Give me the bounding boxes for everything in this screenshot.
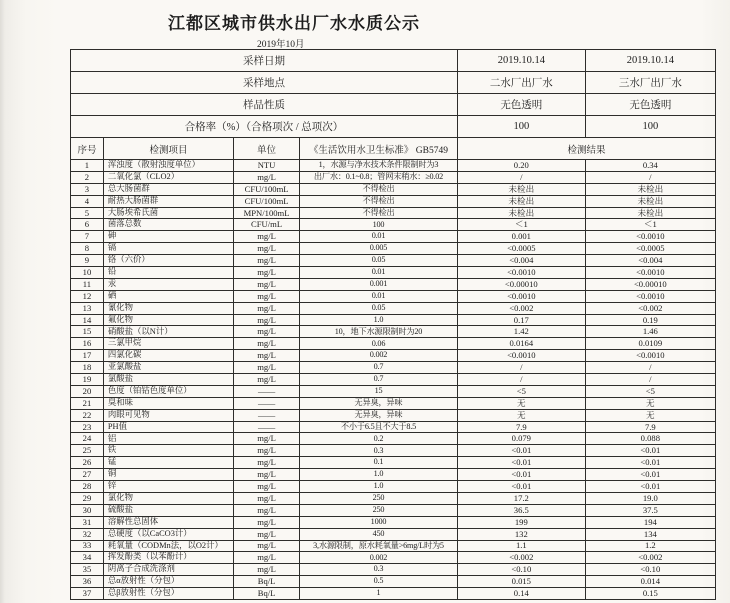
table-row	[71, 231, 716, 243]
row-item: 铁	[103, 445, 233, 457]
row-item: 二氧化氯（CLO2）	[103, 171, 233, 183]
table-row	[71, 195, 716, 207]
row-item: 总硬度（以CaCO3计）	[103, 528, 233, 540]
row-standard-limit: 1.0	[299, 314, 457, 326]
row-unit: NTU	[234, 160, 300, 172]
row-result-plant3: 37.5	[585, 504, 715, 516]
table-row	[71, 207, 716, 219]
sampling-location-label: 采样地点	[71, 72, 458, 94]
row-seq: 29	[71, 492, 104, 504]
row-result-plant3: 0.088	[585, 433, 715, 445]
row-result-plant2: 36.5	[457, 504, 585, 516]
row-unit: mg/L	[234, 326, 300, 338]
row-unit: mg/L	[234, 290, 300, 302]
row-unit: mg/L	[234, 516, 300, 528]
row-standard-limit: 无异臭，异味	[299, 409, 457, 421]
row-seq: 16	[71, 338, 104, 350]
row-standard-limit: 0.7	[299, 374, 457, 386]
row-unit: CFU/mL	[234, 219, 300, 231]
table-row	[71, 314, 716, 326]
row-result-plant2: 0.079	[457, 433, 585, 445]
row-seq: 30	[71, 504, 104, 516]
row-seq: 7	[71, 231, 104, 243]
sampling-date-plant2: 2019.10.14	[457, 50, 585, 72]
row-unit: mg/L	[234, 492, 300, 504]
row-seq: 23	[71, 421, 104, 433]
row-result-plant3: <0.01	[585, 457, 715, 469]
sample-property-plant3: 无色透明	[585, 94, 715, 116]
row-unit: Bq/L	[234, 576, 300, 588]
row-seq: 28	[71, 481, 104, 493]
row-result-plant3: <0.01	[585, 481, 715, 493]
table-row	[71, 528, 716, 540]
row-unit: mg/L	[234, 528, 300, 540]
row-item: 汞	[103, 278, 233, 290]
row-result-plant3: <0.004	[585, 255, 715, 267]
row-standard-limit: 250	[299, 504, 457, 516]
row-seq: 18	[71, 362, 104, 374]
water-quality-table	[70, 49, 716, 600]
row-result-plant2: <0.01	[457, 469, 585, 481]
pass-rate-row	[71, 116, 716, 138]
row-seq: 6	[71, 219, 104, 231]
row-seq: 24	[71, 433, 104, 445]
col-header-seq: 序号	[71, 138, 104, 160]
row-unit: mg/L	[234, 564, 300, 576]
row-result-plant3: <0.0005	[585, 243, 715, 255]
row-standard-limit: 无异臭，异味	[299, 397, 457, 409]
row-standard-limit: 0.01	[299, 231, 457, 243]
row-standard-limit: 不小于6.5且不大于8.5	[299, 421, 457, 433]
row-standard-limit: 1000	[299, 516, 457, 528]
row-seq: 22	[71, 409, 104, 421]
row-standard-limit: 0.002	[299, 350, 457, 362]
row-unit: MPN/100mL	[234, 207, 300, 219]
row-seq: 34	[71, 552, 104, 564]
row-item: 亚氯酸盐	[103, 362, 233, 374]
row-item: 臭和味	[103, 397, 233, 409]
table-row	[71, 243, 716, 255]
row-result-plant2: 199	[457, 516, 585, 528]
row-item: 铅	[103, 267, 233, 279]
row-standard-limit: 0.001	[299, 278, 457, 290]
row-result-plant2: 7.9	[457, 421, 585, 433]
row-result-plant2: <0.01	[457, 481, 585, 493]
row-item: 肉眼可见物	[103, 409, 233, 421]
row-unit: CFU/100mL	[234, 183, 300, 195]
row-unit: mg/L	[234, 552, 300, 564]
row-unit: ——	[234, 421, 300, 433]
row-result-plant2: 无	[457, 397, 585, 409]
row-item: 硒	[103, 290, 233, 302]
row-standard-limit: 0.05	[299, 255, 457, 267]
row-seq: 21	[71, 397, 104, 409]
row-result-plant3: 未检出	[585, 195, 715, 207]
row-standard-limit: 0.01	[299, 290, 457, 302]
sampling-location-plant3: 三水厂出厂水	[585, 72, 715, 94]
row-unit: ——	[234, 409, 300, 421]
table-row	[71, 183, 716, 195]
row-result-plant3: 0.34	[585, 160, 715, 172]
row-unit: mg/L	[234, 350, 300, 362]
row-result-plant2: <0.004	[457, 255, 585, 267]
row-standard-limit: 0.06	[299, 338, 457, 350]
table-head-section	[71, 50, 716, 160]
column-header-row	[71, 138, 716, 160]
row-item: 氰化物	[103, 302, 233, 314]
sampling-date-label: 采样日期	[71, 50, 458, 72]
table-row	[71, 362, 716, 374]
sampling-date-plant3: 2019.10.14	[585, 50, 715, 72]
row-item: 挥发酚类（以苯酚计）	[103, 552, 233, 564]
row-standard-limit: 0.2	[299, 433, 457, 445]
row-result-plant2: /	[457, 374, 585, 386]
sample-property-plant2: 无色透明	[457, 94, 585, 116]
row-standard-limit: 10，地下水源限制时为20	[299, 326, 457, 338]
row-result-plant3: <0.002	[585, 552, 715, 564]
row-seq: 2	[71, 171, 104, 183]
row-seq: 32	[71, 528, 104, 540]
row-result-plant2: <0.002	[457, 302, 585, 314]
row-item: 氯化物	[103, 492, 233, 504]
row-result-plant2: 0.17	[457, 314, 585, 326]
row-result-plant2: <0.00010	[457, 278, 585, 290]
row-item: 色度（铂钴色度单位）	[103, 385, 233, 397]
row-result-plant2: <0.0005	[457, 243, 585, 255]
table-row	[71, 350, 716, 362]
row-standard-limit: 0.01	[299, 267, 457, 279]
row-standard-limit: 1.0	[299, 481, 457, 493]
row-unit: mg/L	[234, 445, 300, 457]
row-seq: 12	[71, 290, 104, 302]
row-result-plant3: 1.2	[585, 540, 715, 552]
row-item: 耗氧量（CODMn法，以O2计）	[103, 540, 233, 552]
row-item: 四氯化碳	[103, 350, 233, 362]
row-seq: 35	[71, 564, 104, 576]
row-item: 镉	[103, 243, 233, 255]
table-row	[71, 290, 716, 302]
col-header-standard: 《生活饮用水卫生标准》 GB5749	[299, 138, 457, 160]
row-unit: Bq/L	[234, 588, 300, 600]
table-row	[71, 433, 716, 445]
row-result-plant2: <0.0010	[457, 290, 585, 302]
row-seq: 31	[71, 516, 104, 528]
row-standard-limit: 250	[299, 492, 457, 504]
pass-rate-plant2: 100	[457, 116, 585, 138]
row-result-plant2: 0.0164	[457, 338, 585, 350]
table-row	[71, 326, 716, 338]
row-item: 硝酸盐（以N计）	[103, 326, 233, 338]
row-standard-limit: 0.5	[299, 576, 457, 588]
table-body	[71, 160, 716, 600]
row-result-plant3: <0.002	[585, 302, 715, 314]
row-item: 溶解性总固体	[103, 516, 233, 528]
row-seq: 1	[71, 160, 104, 172]
row-standard-limit: 3,水源限制，原水耗氧量>6mg/L时为5	[299, 540, 457, 552]
table-row	[71, 576, 716, 588]
row-item: 砷	[103, 231, 233, 243]
table-row	[71, 160, 716, 172]
row-seq: 4	[71, 195, 104, 207]
row-result-plant3: <0.00010	[585, 278, 715, 290]
row-result-plant2: <0.10	[457, 564, 585, 576]
table-row	[71, 516, 716, 528]
row-standard-limit: 1，水源与净水技术条件限制时为3	[299, 160, 457, 172]
row-standard-limit: 出厂水：0.1~0.8；管网末稍水：≥0.02	[299, 171, 457, 183]
row-result-plant2: 1.42	[457, 326, 585, 338]
row-result-plant2: 未检出	[457, 207, 585, 219]
row-result-plant3: ＜1	[585, 219, 715, 231]
row-result-plant3: 0.014	[585, 576, 715, 588]
row-result-plant3: 0.0109	[585, 338, 715, 350]
row-standard-limit: 0.3	[299, 445, 457, 457]
pass-rate-label: 合格率（%）（合格项次 / 总项次）	[71, 116, 458, 138]
row-seq: 19	[71, 374, 104, 386]
page-title: 江都区城市供水出厂水水质公示	[168, 14, 420, 33]
row-seq: 36	[71, 576, 104, 588]
row-result-plant2: <0.0010	[457, 350, 585, 362]
row-unit: mg/L	[234, 231, 300, 243]
table-row	[71, 492, 716, 504]
row-item: 铝	[103, 433, 233, 445]
row-result-plant3: 194	[585, 516, 715, 528]
row-seq: 10	[71, 267, 104, 279]
row-result-plant2: 无	[457, 409, 585, 421]
row-item: 铜	[103, 469, 233, 481]
row-result-plant2: <0.01	[457, 445, 585, 457]
table-row	[71, 540, 716, 552]
col-header-item: 检测项目	[103, 138, 233, 160]
row-result-plant2: 1.1	[457, 540, 585, 552]
row-seq: 14	[71, 314, 104, 326]
row-result-plant3: 134	[585, 528, 715, 540]
table-row	[71, 457, 716, 469]
row-standard-limit: 1.0	[299, 469, 457, 481]
row-unit: mg/L	[234, 302, 300, 314]
row-unit: mg/L	[234, 540, 300, 552]
row-unit: mg/L	[234, 338, 300, 350]
row-result-plant2: ＜1	[457, 219, 585, 231]
row-seq: 9	[71, 255, 104, 267]
row-unit: mg/L	[234, 469, 300, 481]
table-row	[71, 421, 716, 433]
row-result-plant3: <0.0010	[585, 231, 715, 243]
row-standard-limit: 不得检出	[299, 207, 457, 219]
row-result-plant2: 0.015	[457, 576, 585, 588]
row-result-plant3: 无	[585, 397, 715, 409]
table-row	[71, 397, 716, 409]
row-item: 总α放射性（分包）	[103, 576, 233, 588]
row-item: 硫酸盐	[103, 504, 233, 516]
row-item: 铬（六价）	[103, 255, 233, 267]
table-row	[71, 267, 716, 279]
row-result-plant3: <0.01	[585, 469, 715, 481]
row-item: 大肠埃希氏菌	[103, 207, 233, 219]
row-item: 锌	[103, 481, 233, 493]
table-row	[71, 278, 716, 290]
row-seq: 26	[71, 457, 104, 469]
row-result-plant3: 未检出	[585, 183, 715, 195]
row-standard-limit: 15	[299, 385, 457, 397]
sampling-location-row	[71, 72, 716, 94]
row-unit: mg/L	[234, 267, 300, 279]
row-result-plant2: 未检出	[457, 195, 585, 207]
row-result-plant2: 0.14	[457, 588, 585, 600]
row-result-plant2: <0.01	[457, 457, 585, 469]
row-item: 菌落总数	[103, 219, 233, 231]
row-result-plant3: 0.15	[585, 588, 715, 600]
table-row	[71, 481, 716, 493]
row-result-plant3: 7.9	[585, 421, 715, 433]
row-result-plant3: <0.01	[585, 445, 715, 457]
row-unit: mg/L	[234, 362, 300, 374]
row-item: 浑浊度（散射浊度单位）	[103, 160, 233, 172]
row-result-plant2: <5	[457, 385, 585, 397]
row-result-plant2: <0.002	[457, 552, 585, 564]
report-month: 2019年10月	[257, 40, 305, 50]
row-result-plant2: /	[457, 171, 585, 183]
row-seq: 27	[71, 469, 104, 481]
table-row	[71, 255, 716, 267]
col-header-unit: 单位	[234, 138, 300, 160]
row-item: 氟化物	[103, 314, 233, 326]
row-standard-limit: 0.1	[299, 457, 457, 469]
row-seq: 17	[71, 350, 104, 362]
row-result-plant3: <0.10	[585, 564, 715, 576]
row-result-plant3: 1.46	[585, 326, 715, 338]
row-result-plant3: <0.0010	[585, 267, 715, 279]
row-result-plant2: 17.2	[457, 492, 585, 504]
table-row	[71, 171, 716, 183]
sampling-location-plant2: 二水厂出厂水	[457, 72, 585, 94]
row-item: 总β放射性（分包）	[103, 588, 233, 600]
row-unit: mg/L	[234, 278, 300, 290]
row-standard-limit: 0.005	[299, 243, 457, 255]
row-result-plant3: <0.0010	[585, 290, 715, 302]
row-item: 阴离子合成洗涤剂	[103, 564, 233, 576]
row-standard-limit: 不得检出	[299, 183, 457, 195]
row-result-plant3: /	[585, 171, 715, 183]
row-unit: mg/L	[234, 504, 300, 516]
row-unit: mg/L	[234, 314, 300, 326]
row-standard-limit: 0.05	[299, 302, 457, 314]
row-unit: mg/L	[234, 171, 300, 183]
table-row	[71, 445, 716, 457]
row-unit: mg/L	[234, 243, 300, 255]
row-result-plant2: 0.20	[457, 160, 585, 172]
row-seq: 33	[71, 540, 104, 552]
row-result-plant2: 132	[457, 528, 585, 540]
row-seq: 37	[71, 588, 104, 600]
row-result-plant3: 19.0	[585, 492, 715, 504]
row-standard-limit: 1	[299, 588, 457, 600]
row-standard-limit: 0.7	[299, 362, 457, 374]
row-seq: 13	[71, 302, 104, 314]
row-standard-limit: 100	[299, 219, 457, 231]
table-row	[71, 469, 716, 481]
row-result-plant3: /	[585, 374, 715, 386]
row-result-plant3: 0.19	[585, 314, 715, 326]
row-unit: ——	[234, 397, 300, 409]
row-seq: 8	[71, 243, 104, 255]
row-unit: mg/L	[234, 433, 300, 445]
row-result-plant2: 未检出	[457, 183, 585, 195]
sample-property-label: 样品性质	[71, 94, 458, 116]
row-seq: 5	[71, 207, 104, 219]
col-header-result: 检测结果	[457, 138, 715, 160]
row-standard-limit: 不得检出	[299, 195, 457, 207]
sampling-date-row	[71, 50, 716, 72]
row-item: 耐热大肠菌群	[103, 195, 233, 207]
table-row	[71, 409, 716, 421]
row-unit: CFU/100mL	[234, 195, 300, 207]
row-seq: 11	[71, 278, 104, 290]
row-standard-limit: 0.3	[299, 564, 457, 576]
row-result-plant2: 0.001	[457, 231, 585, 243]
table-row	[71, 552, 716, 564]
row-item: PH值	[103, 421, 233, 433]
row-result-plant3: 无	[585, 409, 715, 421]
row-item: 三氯甲烷	[103, 338, 233, 350]
row-result-plant3: <5	[585, 385, 715, 397]
row-standard-limit: 450	[299, 528, 457, 540]
row-result-plant3: 未检出	[585, 207, 715, 219]
scanned-report-page	[0, 9, 730, 603]
row-unit: mg/L	[234, 255, 300, 267]
sample-property-row	[71, 94, 716, 116]
row-seq: 3	[71, 183, 104, 195]
row-result-plant2: <0.0010	[457, 267, 585, 279]
row-unit: mg/L	[234, 481, 300, 493]
row-item: 氯酸盐	[103, 374, 233, 386]
table-row	[71, 385, 716, 397]
table-row	[71, 374, 716, 386]
row-item: 总大肠菌群	[103, 183, 233, 195]
row-result-plant3: /	[585, 362, 715, 374]
row-seq: 15	[71, 326, 104, 338]
table-row	[71, 504, 716, 516]
table-row	[71, 302, 716, 314]
row-unit: mg/L	[234, 457, 300, 469]
row-seq: 20	[71, 385, 104, 397]
row-result-plant2: /	[457, 362, 585, 374]
table-row	[71, 338, 716, 350]
table-row	[71, 219, 716, 231]
row-result-plant3: <0.0010	[585, 350, 715, 362]
row-unit: ——	[234, 385, 300, 397]
row-unit: mg/L	[234, 374, 300, 386]
row-item: 锰	[103, 457, 233, 469]
pass-rate-plant3: 100	[585, 116, 715, 138]
row-seq: 25	[71, 445, 104, 457]
row-standard-limit: 0.002	[299, 552, 457, 564]
table-row	[71, 564, 716, 576]
